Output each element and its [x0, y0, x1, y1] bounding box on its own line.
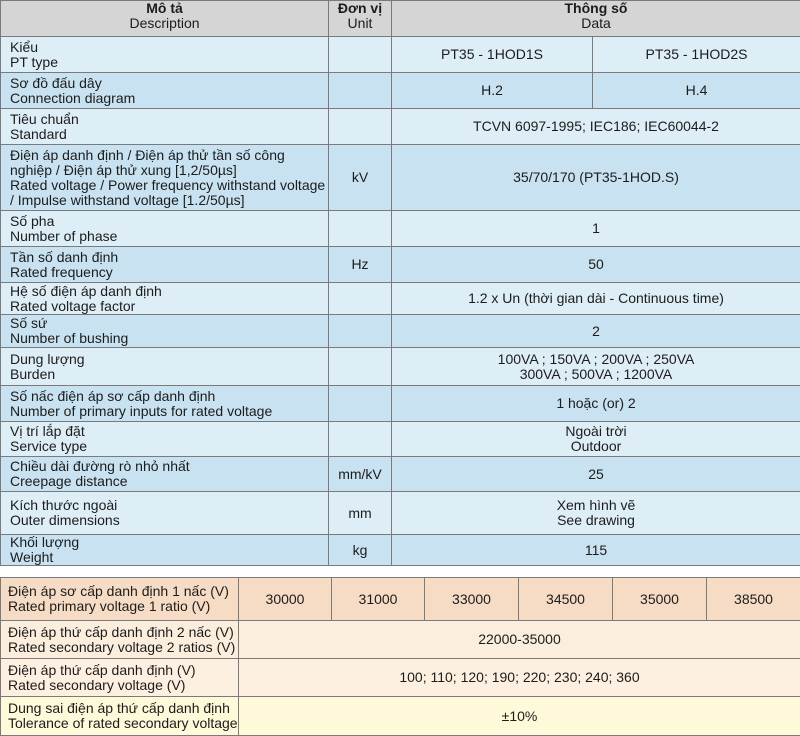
row-unit [329, 386, 392, 422]
header-data: Thông số Data [392, 1, 800, 37]
row-unit [329, 283, 392, 315]
table-row-dimensions [1, 492, 800, 535]
table-row-rated-voltage [1, 145, 800, 211]
voltage-table [0, 577, 800, 736]
table-row-weight [1, 535, 800, 566]
row-value: 22000-35000 [239, 621, 800, 659]
row-value: ±10% [239, 697, 800, 736]
row-label: Điện áp sơ cấp danh định 1 nấc (V) Rated primary voltage 1 ratio (V) [1, 578, 239, 621]
row-label: Dung sai điện áp thứ cấp danh định Tolerance of rated secondary voltage [1, 697, 239, 736]
row-unit [329, 315, 392, 348]
row-label: Chiều dài đường rò nhỏ nhất Creepage distance [1, 457, 329, 492]
row-value: Ngoài trời Outdoor [392, 422, 800, 457]
row-unit [329, 211, 392, 247]
row-value: 115 [392, 535, 800, 566]
table-row-bushing [1, 315, 800, 348]
row-unit [329, 109, 392, 145]
table-row-voltage-factor [1, 283, 800, 315]
row-value: 2 [392, 315, 800, 348]
row-value: 1.2 x Un (thời gian dài - Continuous time) [392, 283, 800, 315]
primary-voltage-cell: 33000 [425, 578, 519, 621]
row-value: 100VA ; 150VA ; 200VA ; 250VA 300VA ; 500VA ; 1200VA [392, 348, 800, 386]
table-row-secondary-voltage [1, 659, 800, 697]
table-row-service-type [1, 422, 800, 457]
row-unit: kV [329, 145, 392, 211]
row-unit [329, 348, 392, 386]
row-value: TCVN 6097-1995; IEC186; IEC60044-2 [392, 109, 800, 145]
row-value: 35/70/170 (PT35-1HOD.S) [392, 145, 800, 211]
row-label: Hệ số điện áp danh định Rated voltage factor [1, 283, 329, 315]
row-unit [329, 73, 392, 109]
row-value: 25 [392, 457, 800, 492]
row-unit: mm [329, 492, 392, 535]
row-label: Kích thước ngoài Outer dimensions [1, 492, 329, 535]
row-value: 1 hoặc (or) 2 [392, 386, 800, 422]
row-value-1: PT35 - 1HOD1S [392, 37, 593, 73]
row-unit [329, 422, 392, 457]
table-row-pt-type [1, 37, 800, 73]
row-value: 1 [392, 211, 800, 247]
table-row-tolerance [1, 697, 800, 736]
row-label: Tần số danh định Rated frequency [1, 247, 329, 283]
header-description: Mô tả Description [1, 1, 329, 37]
row-label: Điện áp danh định / Điện áp thử tần số công nghiệp / Điện áp thử xung [1,2/50µs] Rated voltage / Power frequency withstand voltage / Impulse withstand voltage [1.2/50µs] [1, 145, 329, 211]
table-row-burden [1, 348, 800, 386]
table-row-primary-voltage [1, 578, 800, 621]
row-value: 50 [392, 247, 800, 283]
header-row [1, 1, 800, 37]
row-label: Dung lượng Burden [1, 348, 329, 386]
primary-voltage-cell: 34500 [519, 578, 613, 621]
row-label: Vị trí lắp đặt Service type [1, 422, 329, 457]
table-row-primary-inputs [1, 386, 800, 422]
primary-voltage-cell: 38500 [707, 578, 800, 621]
row-label: Tiêu chuẩn Standard [1, 109, 329, 145]
table-row-secondary-2-ratios [1, 621, 800, 659]
row-unit [329, 37, 392, 73]
header-unit: Đơn vị Unit [329, 1, 392, 37]
row-label: Số sứ Number of bushing [1, 315, 329, 348]
table-row-frequency [1, 247, 800, 283]
row-unit: kg [329, 535, 392, 566]
row-value-1: H.2 [392, 73, 593, 109]
row-label: Kiểu PT type [1, 37, 329, 73]
row-label: Sơ đồ đấu dây Connection diagram [1, 73, 329, 109]
table-row-connection [1, 73, 800, 109]
row-label: Số pha Number of phase [1, 211, 329, 247]
row-label: Điện áp thứ cấp danh định 2 nấc (V) Rated secondary voltage 2 ratios (V) [1, 621, 239, 659]
row-value-2: PT35 - 1HOD2S [593, 37, 800, 73]
primary-voltage-cell: 30000 [239, 578, 332, 621]
row-label: Điện áp thứ cấp danh định (V) Rated secondary voltage (V) [1, 659, 239, 697]
row-value-2: H.4 [593, 73, 800, 109]
row-value: Xem hình vẽ See drawing [392, 492, 800, 535]
table-row-standard [1, 109, 800, 145]
primary-voltage-cell: 31000 [332, 578, 425, 621]
row-unit: Hz [329, 247, 392, 283]
table-row-creepage [1, 457, 800, 492]
table-row-phase [1, 211, 800, 247]
row-unit: mm/kV [329, 457, 392, 492]
row-label: Số nấc điện áp sơ cấp danh định Number of primary inputs for rated voltage [1, 386, 329, 422]
primary-voltage-cell: 35000 [613, 578, 707, 621]
row-label: Khối lượng Weight [1, 535, 329, 566]
row-value: 100; 110; 120; 190; 220; 230; 240; 360 [239, 659, 800, 697]
